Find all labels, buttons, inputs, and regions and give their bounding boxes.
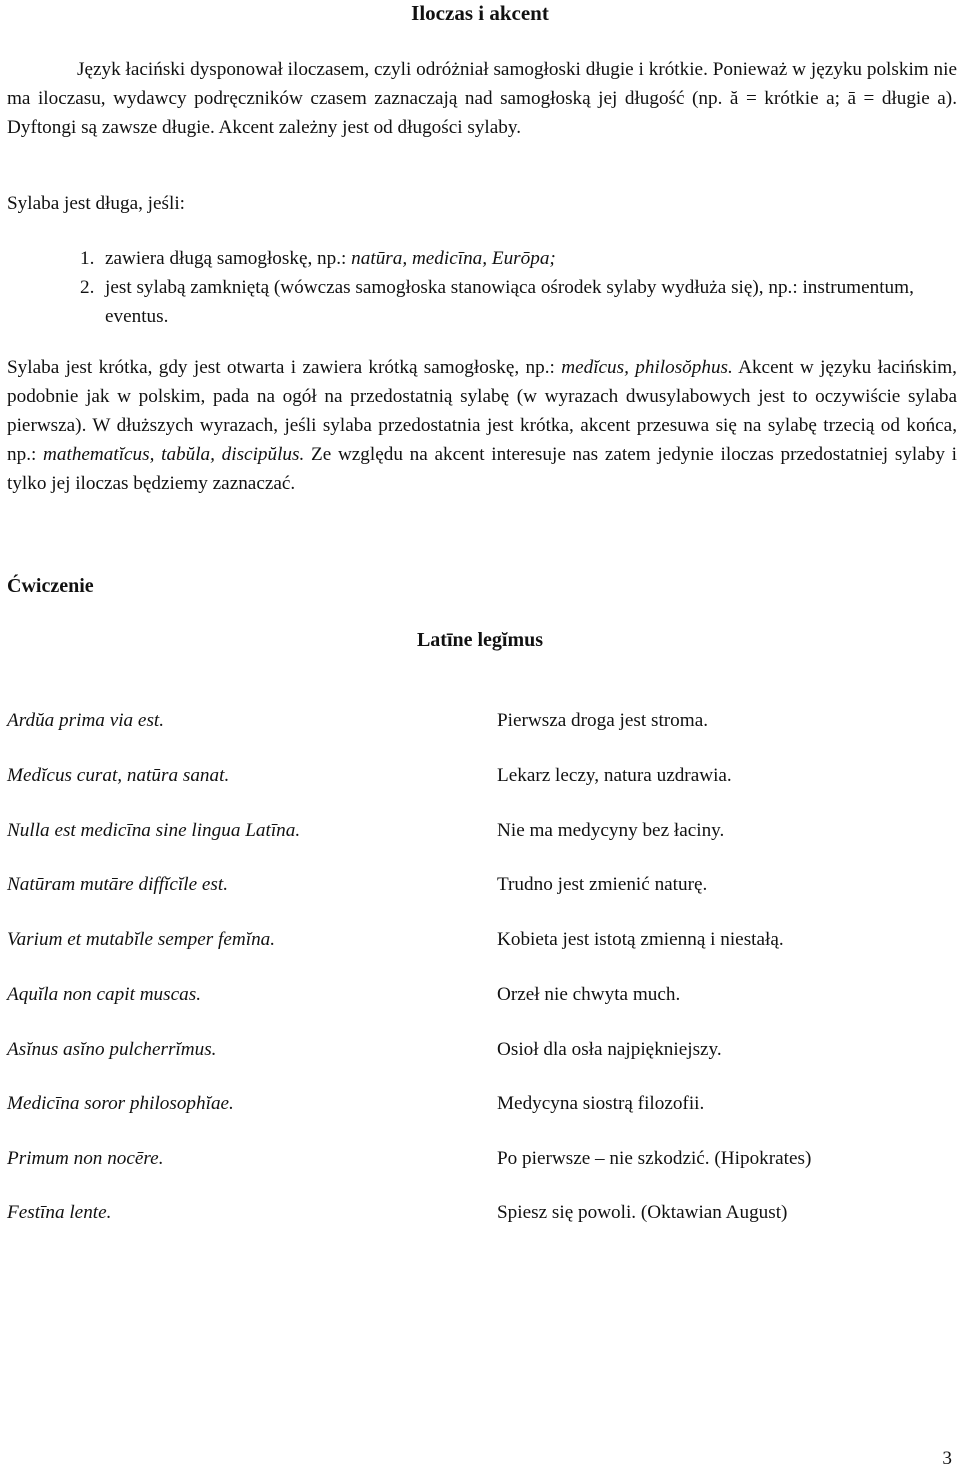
long-syllable-lead: Sylaba jest długa, jeśli: [7, 193, 185, 214]
polish-translation: Medycyna siostrą filozofii. [497, 1093, 705, 1114]
long-syllable-list [7, 244, 957, 331]
latin-sentence: Aquĭla non capit muscas. [7, 984, 201, 1005]
list-item [7, 273, 957, 331]
list-item-number: 1. [80, 248, 95, 269]
list-item-text: jest sylabą zamkniętą (wówczas samogłoska stanowiąca ośrodek sylaby wydłuża się), np.: instrumentum, eventus. [105, 277, 914, 327]
short-syllable-example-2: mathematĭcus, tabŭla, discipŭlus. [43, 444, 305, 465]
polish-translation: Nie ma medycyny bez łaciny. [497, 820, 725, 841]
exercise-row [0, 1090, 960, 1120]
polish-translation: Pierwsza droga jest stroma. [497, 710, 709, 731]
short-syllable-text-3: Ze względu na akcent interesuje nas zatem jedynie iloczas przedostatniej sylaby i tylko jej iloczas będziemy zaznaczać. [7, 444, 957, 494]
list-item-examples: natūra, medicīna, Eurōpa; [351, 248, 556, 269]
list-item-text: zawiera długą samogłoskę, np.: [105, 248, 352, 269]
page-number: 3 [942, 1448, 952, 1469]
intro-paragraph [7, 55, 957, 142]
exercise-subtitle: Latīne legĭmus [416, 629, 544, 651]
exercise-row [0, 1036, 960, 1066]
short-syllable-text-2: Akcent w języku łacińskim, podobnie jak w polskim, pada na ogół na przedostatnią sylabę (w wyrazach dwusylabowych jest to oczywiście sylaba pierwsza). W dłuższych wyrazach, jeśli sylaba przedostatnia jest krótka, akcent przesuwa się na sylabę trzecią od końca, np.: [7, 357, 957, 465]
polish-translation: Kobieta jest istotą zmienną i niestałą. [497, 929, 784, 950]
exercise-heading: Ćwiczenie [7, 575, 94, 597]
latin-sentence: Festīna lente. [7, 1202, 112, 1223]
exercise-row [0, 1199, 960, 1229]
exercise-row [0, 762, 960, 792]
polish-translation: Trudno jest zmienić naturę. [497, 874, 708, 895]
exercise-row [0, 707, 960, 737]
polish-translation: Lekarz leczy, natura uzdrawia. [497, 765, 732, 786]
exercise-row [0, 981, 960, 1011]
exercise-row [0, 926, 960, 956]
polish-translation: Osioł dla osła najpiękniejszy. [497, 1039, 722, 1060]
latin-sentence: Medĭcus curat, natūra sanat. [7, 765, 230, 786]
intro-text: Język łaciński dysponował iloczasem, czyli odróżniał samogłoski długie i krótkie. Ponieważ w języku polskim nie ma iloczasu, wydawcy podręczników czasem zaznaczają nad samogłoską jej długość (np. ă = krótkie a; ā = długie a). Dyftongi są zawsze długie. Akcent zależny jest od długości sylaby. [7, 59, 957, 138]
polish-translation: Spiesz się powoli. (Oktawian August) [497, 1202, 788, 1223]
latin-sentence: Ardŭa prima via est. [7, 710, 165, 731]
short-syllable-paragraph [7, 353, 957, 498]
latin-sentence: Asĭnus asĭno pulcherrĭmus. [7, 1039, 217, 1060]
exercise-row [0, 871, 960, 901]
page-title: Iloczas i akcent [411, 1, 549, 25]
latin-sentence: Primum non nocēre. [7, 1148, 164, 1169]
latin-sentence: Medicīna soror philosophĭae. [7, 1093, 234, 1114]
short-syllable-text-1: Sylaba jest krótka, gdy jest otwarta i zawiera krótką samogłoskę, np.: [7, 357, 562, 378]
list-item-number: 2. [80, 277, 95, 298]
polish-translation: Orzeł nie chwyta much. [497, 984, 681, 1005]
latin-sentence: Nulla est medicīna sine lingua Latīna. [7, 820, 301, 841]
list-item [7, 244, 957, 273]
exercise-row [0, 1145, 960, 1175]
polish-translation: Po pierwsze – nie szkodzić. (Hipokrates) [497, 1148, 812, 1169]
short-syllable-example-1: medĭcus, philosŏphus. [561, 357, 733, 378]
latin-sentence: Varium et mutabĭle semper femĭna. [7, 929, 276, 950]
latin-sentence: Natūram mutāre diffĭcĭle est. [7, 874, 228, 895]
exercise-row [0, 817, 960, 847]
